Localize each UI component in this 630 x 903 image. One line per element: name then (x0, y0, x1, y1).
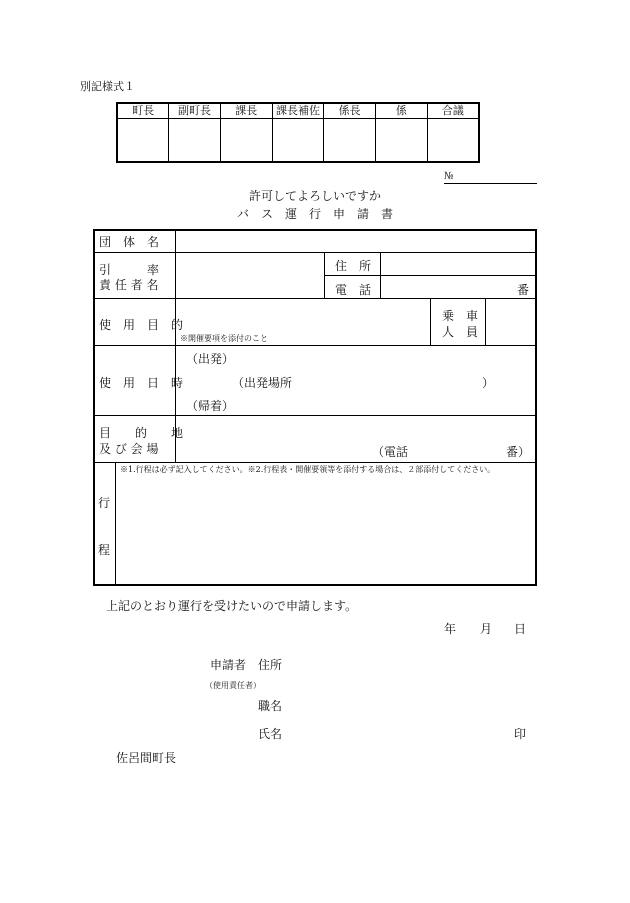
leader-label-2: 責 任 者 名 (99, 278, 159, 292)
applicant-name-field[interactable] (290, 723, 505, 741)
date-day: 日 (514, 622, 527, 636)
number-field-line[interactable] (444, 183, 537, 184)
date-month: 月 (480, 622, 493, 636)
approval-table (116, 102, 480, 163)
row-divider (93, 415, 537, 416)
column-divider (380, 252, 381, 298)
applicant-label: 申請者 (210, 658, 247, 672)
itinerary-field[interactable] (117, 476, 535, 584)
approval-col-deputy-mayor: 副町長 (169, 103, 221, 119)
destination-label-2: 及 び 会 場 (99, 442, 159, 456)
applicant-position-label: 職名 (258, 699, 283, 713)
purpose-label: 使 用 目 的 (99, 318, 184, 332)
departure-place-close: ） (482, 376, 495, 390)
approval-col-staff: 係 (376, 103, 428, 119)
row-divider (93, 298, 537, 299)
itinerary-label-2: 程 (98, 543, 111, 557)
column-divider (115, 462, 116, 586)
phone-field[interactable] (382, 277, 535, 297)
address-label: 住 所 (335, 259, 372, 273)
seal-mark: 印 (514, 727, 527, 741)
approval-stamp-cell[interactable] (272, 119, 324, 163)
approval-stamp-cell[interactable] (169, 119, 221, 163)
addressee: 佐呂間町長 (116, 751, 177, 765)
approval-col-subsection-chief: 係長 (324, 103, 376, 119)
applicant-address-label: 住所 (258, 658, 283, 672)
approval-stamp-cell[interactable] (117, 119, 169, 163)
applicant-position-field[interactable] (290, 695, 530, 713)
purpose-note: ※開催要項を添付のこと (180, 334, 268, 343)
destination-label-1: 目 的 地 (99, 426, 184, 440)
approval-col-section-chief: 課長 (220, 103, 272, 119)
column-divider (485, 298, 486, 345)
approval-col-mayor: 町長 (117, 103, 169, 119)
approval-col-assistant-chief: 課長補佐 (272, 103, 324, 119)
destination-phone-label: （電話 (372, 445, 409, 459)
approval-stamp-cell[interactable] (427, 119, 479, 163)
row-divider (93, 462, 537, 463)
destination-field[interactable] (177, 417, 535, 439)
purpose-field[interactable] (177, 300, 429, 330)
group-name-field[interactable] (177, 231, 535, 251)
usage-datetime-label: 使 用 日 時 (99, 376, 184, 390)
phone-suffix: 番 (517, 283, 530, 297)
phone-label: 電 話 (335, 283, 372, 297)
number-label: № (444, 171, 454, 182)
approval-stamp-cell[interactable] (324, 119, 376, 163)
passengers-label-2: 人 員 (442, 325, 479, 339)
leader-label-1: 引 率 (99, 263, 160, 277)
applicant-name-label: 氏名 (258, 727, 283, 741)
row-divider (93, 345, 537, 346)
departure-place-label: （出発場所 (232, 376, 293, 390)
group-name-label: 団 体 名 (99, 235, 160, 249)
approval-stamp-cell[interactable] (220, 119, 272, 163)
applicant-role-note: （使用責任者） (205, 681, 261, 690)
column-divider (324, 252, 325, 298)
return-label: （帰着） (186, 399, 235, 413)
form-id: 別記様式１ (80, 80, 135, 93)
applicant-address-field[interactable] (290, 654, 530, 672)
destination-phone-suffix: 番） (506, 445, 531, 459)
application-statement: 上記のとおり運行を受けたいので申請します。 (106, 599, 358, 613)
approval-col-consultation: 合議 (427, 103, 479, 119)
passengers-field[interactable] (487, 300, 535, 344)
passengers-label-1: 乗 車 (442, 309, 479, 323)
address-field[interactable] (382, 254, 535, 274)
row-divider (93, 252, 537, 253)
departure-label: （出発） (186, 352, 235, 366)
date-year: 年 (444, 622, 457, 636)
column-divider (430, 298, 431, 345)
row-divider (324, 275, 537, 276)
leader-name-field[interactable] (177, 254, 323, 297)
approval-stamp-cell[interactable] (376, 119, 428, 163)
page-title: バ ス 運 行 申 請 書 (236, 207, 393, 221)
itinerary-label-1: 行 (98, 496, 111, 510)
itinerary-note: ※1.行程は必ず記入してください。※2.行程表・開催要領等を添付する場合は、２部添付してください。 (120, 465, 496, 474)
approval-question: 許可してよろしいですか (248, 189, 381, 203)
